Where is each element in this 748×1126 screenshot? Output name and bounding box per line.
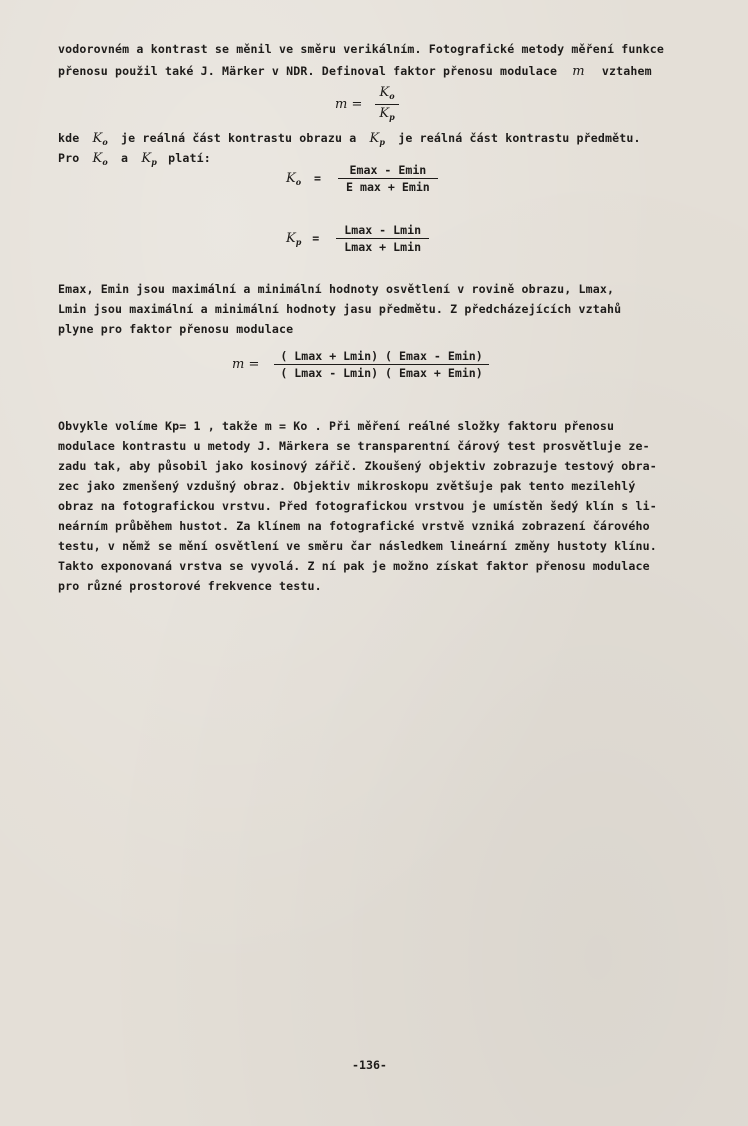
text-line: modulace kontrastu u metody J. Märkera se transparentní čárový test prosvětluje ze- (58, 439, 650, 453)
text-line: plyne pro faktor přenosu modulace (58, 322, 294, 336)
equation-m: m = $\frac{K_o}{K_p}$ (335, 84, 399, 125)
text-line: vodorovném a kontrast se měnil ve směru verikálním. Fotografické metody měření funkce (58, 42, 665, 56)
equation-k0: $K_o$ = $\frac{Emax - Emin}{\text{E max + Emin}}$ (286, 162, 438, 195)
equation-kp: $K_p$ = $\frac{Lmax - Lmin}{Lmax + Lmin}$ (286, 222, 429, 255)
text-line: zadu tak, aby působil jako kosinový zářič. Zkoušený objektiv zobrazuje testový obra- (58, 459, 657, 473)
text-line: Takto exponovaná vrstva se vyvolá. Z ní pak je možno získat faktor přenosu modulace (58, 559, 650, 573)
page-number: -136- (352, 1058, 387, 1072)
text-line: testu, v němž se mění osvětlení ve směru čar následkem lineární změny hustoty klínu. (58, 539, 657, 553)
definition-line: kde $K_o$ je reálná část kontrastu obrazu a $K_p$ je reálná část kontrastu předmětu. (58, 131, 641, 147)
text-line: Emax, Emin jsou maximální a minimální hodnoty osvětlení v rovině obrazu, Lmax, (58, 282, 615, 296)
text-line: Obvykle volíme Kp= 1 , takže m = Ko . Při měření reálné složky faktoru přenosu (58, 419, 615, 433)
equation-m-full: m = $\frac{( Lmax + Lmin) ( Emax - Emin)}{( Lmax - Lmin) ( Emax + Emin)}$ (232, 348, 489, 381)
text-line: neárním průběhem hustot. Za klínem na fotografické vrstvě vzniká zobrazení čárového (58, 519, 650, 533)
text-line: přenosu použil také J. Märker v NDR. Definoval faktor přenosu modulace m vztahem (58, 64, 652, 79)
text-line: zec jako zmenšený vzdušný obraz. Objektiv mikroskopu zvětšuje pak tento mezilehlý (58, 479, 636, 493)
text-line: obraz na fotografickou vrstvu. Před fotografickou vrstvou je umístěn šedý klín s li- (58, 499, 657, 513)
pro-line: Pro $K_o$ a $K_p$ platí: (58, 151, 211, 167)
text-line: Lmin jsou maximální a minimální hodnoty jasu předmětu. Z předcházejících vztahů (58, 302, 622, 316)
text-line: pro různé prostorové frekvence testu. (58, 579, 322, 593)
